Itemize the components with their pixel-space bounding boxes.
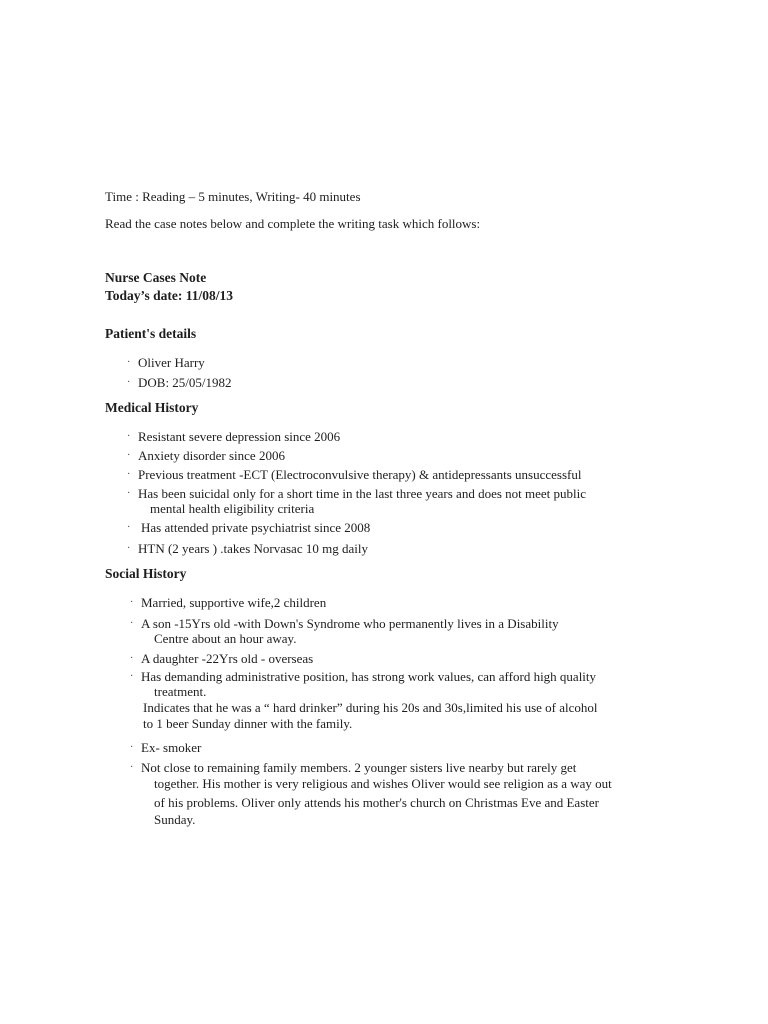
bullet: · [130, 618, 134, 629]
social-item: Married, supportive wife,2 children [141, 595, 327, 610]
patient-dob: DOB: 25/05/1982 [138, 375, 232, 390]
social-item-continuation: Centre about an hour away. [154, 631, 297, 646]
social-item: A son -15Yrs old -with Down's Syndrome who permanently lives in a Disability [141, 616, 559, 631]
bullet: · [127, 431, 131, 442]
bullet: · [130, 597, 134, 608]
patient-name: Oliver Harry [138, 355, 205, 370]
time-line: Time : Reading – 5 minutes, Writing- 40 minutes [105, 189, 361, 204]
social-item: Ex- smoker [141, 740, 202, 755]
social-item-continuation: Sunday. [154, 812, 196, 827]
bullet: · [130, 742, 134, 753]
medical-item: HTN (2 years ) .takes Norvasac 10 mg daily [138, 541, 368, 556]
social-item: A daughter -22Yrs old - overseas [141, 651, 314, 666]
document-date: Today’s date: 11/08/13 [105, 288, 234, 303]
instruction-line: Read the case notes below and complete the writing task which follows: [105, 216, 481, 231]
bullet: · [127, 469, 131, 480]
medical-item: Anxiety disorder since 2006 [138, 448, 285, 463]
bullet: · [127, 522, 131, 533]
social-item-note: to 1 beer Sunday dinner with the family. [143, 716, 353, 731]
bullet: · [127, 377, 131, 388]
bullet: · [130, 653, 134, 664]
medical-item: Previous treatment -ECT (Electroconvulsive therapy) & antidepressants unsuccessful [138, 467, 582, 482]
bullet: · [127, 543, 131, 554]
bullet: · [130, 762, 134, 773]
social-item-continuation: treatment. [154, 684, 207, 699]
medical-item: Has been suicidal only for a short time in the last three years and does not meet public [138, 486, 587, 501]
bullet: · [127, 450, 131, 461]
bullet: · [130, 671, 134, 682]
medical-item: Has attended private psychiatrist since 2008 [141, 520, 371, 535]
document-title: Nurse Cases Note [105, 270, 207, 285]
social-item: Has demanding administrative position, has strong work values, can afford high quality [141, 669, 597, 684]
social-history-heading: Social History [105, 566, 187, 581]
bullet: · [127, 357, 131, 368]
social-item: Not close to remaining family members. 2 younger sisters live nearby but rarely get [141, 760, 577, 775]
medical-item-continuation: mental health eligibility criteria [150, 501, 315, 516]
social-item-continuation: of his problems. Oliver only attends his mother's church on Christmas Eve and Easter [154, 795, 599, 810]
medical-history-heading: Medical History [105, 400, 199, 415]
social-item-note: Indicates that he was a “ hard drinker” during his 20s and 30s,limited his use of alcohol [143, 700, 598, 715]
patient-details-heading: Patient's details [105, 326, 197, 341]
medical-item: Resistant severe depression since 2006 [138, 429, 341, 444]
social-item-continuation: together. His mother is very religious and wishes Oliver would see religion as a way out [154, 776, 612, 791]
bullet: · [127, 488, 131, 499]
